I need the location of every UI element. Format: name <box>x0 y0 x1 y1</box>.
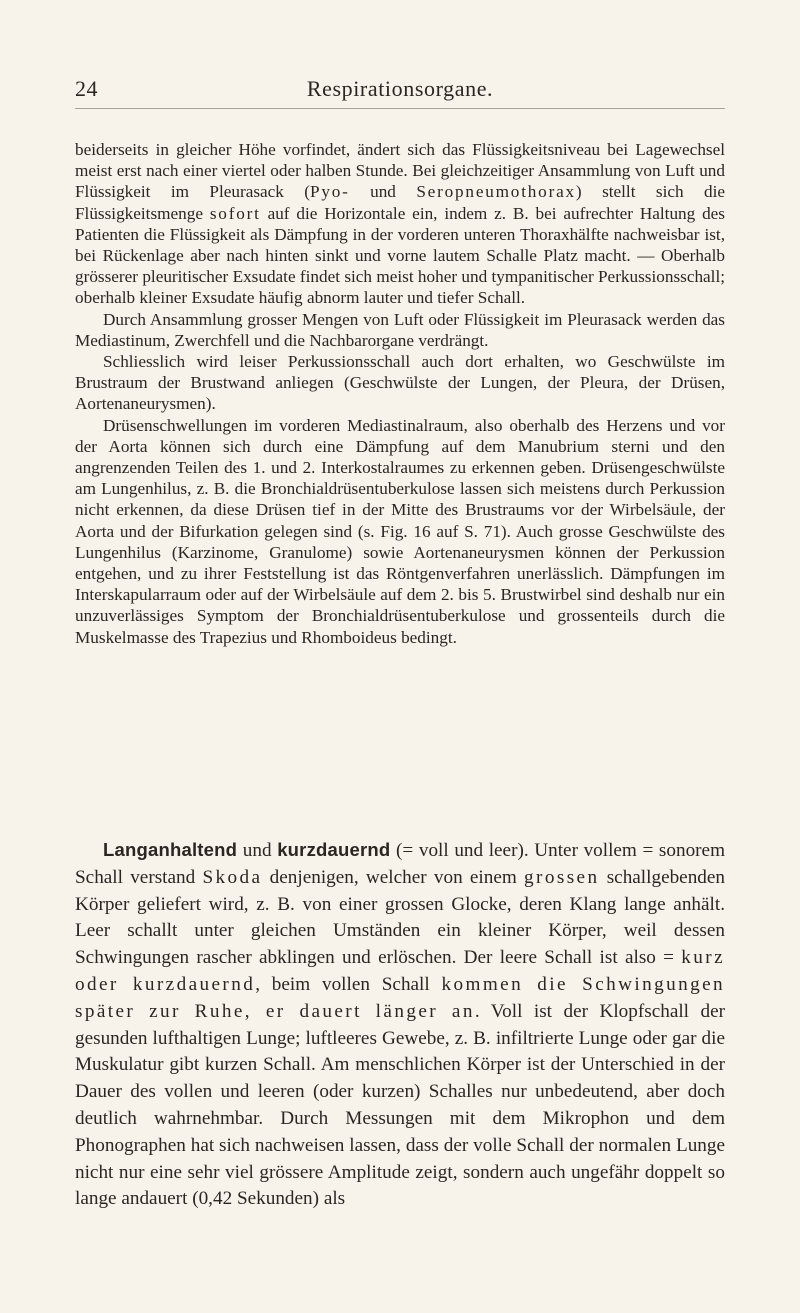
paragraph: Drüsenschwellungen im vorderen Mediastinalraum, also oberhalb des Herzens und vor der Aorta können sich durch eine Dämpfung auf dem Manubrium sterni und den angrenzenden Teilen des 1. und 2. Interkostalraumes zu erkennen geben. Drüsengeschwülste am Lungenhilus, z. B. die Bronchialdrüsentuberkulose lassen sich meistens durch Perkussion nicht erkennen, da diese Drüsen tief in der Mitte des Brustraums vor der Wirbelsäule, der Aorta und der Bifurkation gelegen sind (s. Fig. 16 auf S. 71). Auch grosse Geschwülste des Lungenhilus (Karzinome, Granulome) sowie Aortenaneurysmen können der Perkussion entgehen, und zu ihrer Feststellung ist das Röntgenverfahren unerlässlich. Dämpfungen im Interskapularraum oder auf der Wirbelsäule auf dem 2. bis 5. Brustwirbel sind deshalb nur ein unzuverlässiges Symptom der Bronchialdrüsentuberkulose und grossenteils durch die Muskelmasse des Trapezius und Rhomboideus bedingt. <box>75 415 725 647</box>
text-run: schallgebenden Körper geliefert wird, z. B. von einer grossen Glocke, deren Klang lange anhält. Leer schallt unter gleichen Umständen ein kleiner Körper, weil dessen Schwingungen rascher abklingen und erlöschen. Der leere Schall ist also = <box>75 866 725 969</box>
emphasis-skoda: Skoda <box>202 866 263 888</box>
term-kurzdauernd: kurzdauernd <box>277 839 391 860</box>
text-run: ) stellt sich die Flüssigkeitsmenge <box>75 182 726 223</box>
term-langanhaltend: Langanhaltend <box>103 839 238 860</box>
paragraph-continuation <box>75 139 725 309</box>
text-run: denjenigen, welcher von einem <box>262 866 525 888</box>
text-run: , beim vollen Schall <box>255 973 442 995</box>
emphasis-sofort: sofort <box>209 203 261 223</box>
small-print-section <box>75 139 725 648</box>
paragraph: Schliesslich wird leiser Perkussionsschall auch dort erhalten, wo Geschwülste im Brustraum der Brustwand anliegen (Geschwülste der Lungen, der Pleura, der Drüsen, Aortenaneurysmen). <box>75 352 725 414</box>
main-text-section <box>75 837 725 1213</box>
emphasis-grossen: grossen <box>524 866 600 888</box>
page-header <box>75 76 725 106</box>
emphasis-seropneumothorax: Seropneumothorax <box>416 182 576 202</box>
text-run: und <box>349 182 417 202</box>
text-run: auf die Horizontale ein, indem z. B. bei aufrechter Haltung des Patienten die Flüssigkeit als Dämpfung in der vorderen unteren Thoraxhälfte nachweisbar ist, bei Rückenlage aber nach hinten sinkt und vorne lautem Schalle Platz macht. — Oberhalb grösserer pleuritischer Exsudate findet sich meist hoher und tympanitischer Perkussionsschall; oberhalb kleiner Exsudate häufig abnorm lauter und tiefer Schall. <box>75 203 725 308</box>
text-run: beiderseits in gleicher Höhe vorfindet, ändert sich das Flüssigkeitsniveau bei Lagewechsel meist erst nach einer viertel oder halben Stunde. Bei gleichzeitiger Ansammlung von Luft und Flüssigkeit im Pleurasack ( <box>75 140 725 202</box>
text-run: . Voll ist der Klopfschall der gesunden lufthaltigen Lunge; luftleeres Gewebe, z. B. infiltrierte Lunge oder gar die Muskulatur gibt kurzen Schall. Am menschlichen Körper ist der Unterschied in der Dauer des vollen und leeren (oder kurzen) Schalles nur unbedeutend, aber doch deutlich wahrnehmbar. Durch Messungen mit dem Mikrophon und dem Phonographen hat sich nachweisen lassen, dass der volle Schall der normalen Lunge nicht nur eine sehr viel grössere Amplitude zeigt, sondern auch ungefähr doppelt so lange andauert (0,42 Sekunden) als <box>75 1000 725 1210</box>
header-rule <box>75 108 725 109</box>
text-run: und <box>237 840 278 861</box>
emphasis-pyo: Pyo- <box>310 182 350 202</box>
emphasis-kommen: kommen die Schwingungen später zur Ruhe, er dauert länger an <box>75 973 725 1022</box>
paragraph-langanhaltend <box>75 837 725 1213</box>
emphasis-kurz: kurz oder kurzdauernd <box>75 947 725 995</box>
text-run: (= voll und leer). Unter vollem = sonorem Schall verstand <box>75 840 725 888</box>
paragraph: Durch Ansammlung grosser Mengen von Luft oder Flüssigkeit im Pleurasack werden das Mediastinum, Zwerchfell und die Nachbarorgane verdrängt. <box>75 309 725 350</box>
page-number: 24 <box>75 76 98 101</box>
running-title: Respirationsorgane. <box>306 76 494 101</box>
